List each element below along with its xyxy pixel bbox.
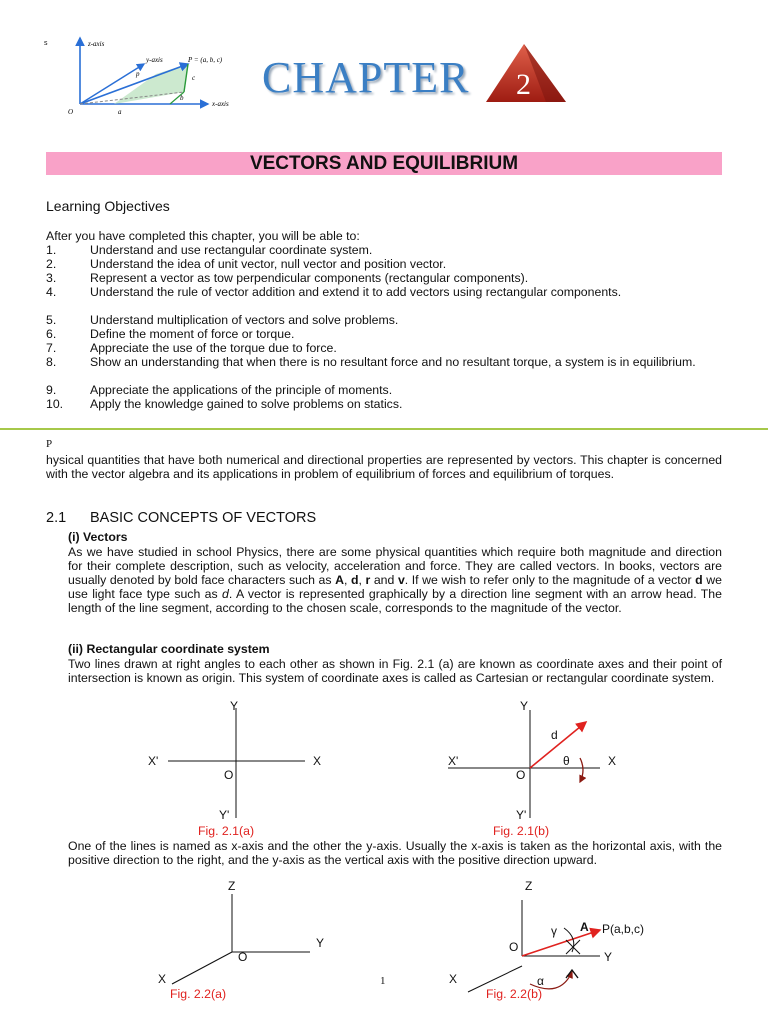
fig21a-xneg-label: X' — [148, 754, 159, 768]
diagram-label-c: c — [192, 74, 196, 82]
axes-paragraph: One of the lines is named as x-axis and the other the y-axis. Usually the x-axis is taken as the horizontal axis, with the positive direction to the right, and the y-axis as the vertical axis with the positive direction upward. — [68, 839, 722, 867]
fig21b-vector-d — [530, 722, 586, 768]
diagram-label-point: P = (a, b, c) — [188, 56, 223, 64]
objective-number: 2. — [46, 257, 57, 271]
dropcap: P — [46, 438, 53, 450]
objective-text: Appreciate the use of the torque due to force. — [90, 341, 337, 355]
coordinate-diagram — [60, 34, 280, 120]
fig21a-origin-label: O — [224, 768, 234, 782]
fig22b-point-label: P(a,b,c) — [602, 922, 645, 936]
diagram-label-b: b — [180, 94, 184, 102]
fig21b-d-label: d — [551, 728, 558, 742]
vectors-heading: (i) Vectors — [68, 530, 128, 544]
corner-mark: s — [44, 40, 48, 47]
objective-number: 8. — [46, 355, 57, 369]
objective-text: Show an understanding that when there is no resultant force and no resultant torque, a system is in equilibrium. — [90, 355, 696, 369]
section-number: 2.1 — [46, 510, 67, 526]
diagram-label-a: a — [118, 108, 122, 116]
fig-2-2a — [160, 880, 340, 990]
chapter-title: VECTORS AND EQUILIBRIUM — [249, 153, 519, 174]
diagram-label-x: x-axis — [212, 100, 229, 108]
objective-number: 3. — [46, 271, 57, 285]
rect-paragraph: Two lines drawn at right angles to each other as shown in Fig. 2.1 (a) are known as coordinate axes and their point of intersection is known as origin. This system of coordinate axes is called as Cartesian or rectangular coordinate system. — [68, 657, 722, 685]
objective-text: Understand and use rectangular coordinate system. — [90, 243, 373, 257]
objective-text: Represent a vector as tow perpendicular components (rectangular components). — [90, 271, 529, 285]
fig21a-caption: Fig. 2.1(a) — [198, 824, 255, 838]
page-number: 1 — [380, 975, 386, 987]
fig-2-1a — [150, 700, 340, 825]
section-divider — [0, 428, 768, 430]
chapter-word: CHAPTER — [262, 53, 470, 102]
objective-number: 6. — [46, 327, 57, 341]
fig22a-caption: Fig. 2.2(a) — [170, 987, 227, 1001]
fig21a-y-label: Y — [230, 699, 239, 713]
objective-number: 4. — [46, 285, 57, 299]
fig21b-angle-arc — [580, 758, 583, 782]
fig22b-a-label: A — [580, 920, 589, 934]
fig-2-2b — [440, 880, 680, 1005]
section-title: BASIC CONCEPTS OF VECTORS — [90, 510, 317, 526]
chapter-number: 2 — [516, 68, 531, 101]
chapter-triangle-logo — [484, 42, 574, 106]
diagram-label-z: z-axis — [88, 40, 105, 48]
vectors-paragraph: As we have studied in school Physics, there are some physical quantities which require both magnitude and direction for their complete description, such as velocity, acceleration and force. They are called vectors. In books, vectors are usually denoted by bold face characters such as A, d, r and v. If we wish to refer only to the magnitude of a vector d we use light face type such as d. A vector is represented graphically by a direction line segment with an arrow head. The length of the line segment, according to the chosen scale, corresponds to the magnitude of the vector. — [68, 545, 722, 615]
objective-text: Appreciate the applications of the principle of moments. — [90, 383, 393, 397]
fig22b-origin-label: O — [509, 940, 519, 954]
fig21b-theta-label: θ — [563, 754, 570, 768]
objective-text: Understand the rule of vector addition and extend it to add vectors using rectangular components. — [90, 285, 622, 299]
objectives-intro: After you have completed this chapter, you will be able to: — [46, 229, 360, 243]
objective-text: Understand multiplication of vectors and solve problems. — [90, 313, 399, 327]
fig22b-z-label: Z — [525, 879, 533, 893]
objective-number: 1. — [46, 243, 57, 257]
title-bar — [46, 152, 722, 175]
fig21b-origin-label: O — [516, 768, 526, 782]
objective-number: 5. — [46, 313, 57, 327]
fig22b-alpha-label: α — [537, 974, 544, 988]
objective-text: Apply the knowledge gained to solve problems on statics. — [90, 397, 403, 411]
intro-paragraph: hysical quantities that have both numerical and directional properties are represented by vectors. This chapter is concerned with the vector algebra and its applications in problem of equilibrium of forces and equilibrium of torques. — [46, 453, 722, 481]
objectives-heading: Learning Objectives — [46, 198, 170, 214]
fig21b-x-label: X — [608, 754, 617, 768]
diagram-label-p: p — [136, 70, 140, 78]
rect-heading: (ii) Rectangular coordinate system — [68, 642, 270, 656]
fig22b-gamma-label: γ — [551, 924, 557, 938]
fig22b-x-label: X — [449, 972, 458, 986]
fig21b-y-label: Y — [520, 699, 529, 713]
fig22a-x-label: X — [158, 972, 167, 986]
fig21b-yneg-label: Y' — [516, 808, 527, 822]
fig21b-xneg-label: X' — [448, 754, 459, 768]
objective-text: Understand the idea of unit vector, null vector and position vector. — [90, 257, 447, 271]
fig21a-yneg-label: Y' — [219, 808, 230, 822]
fig21b-caption: Fig. 2.1(b) — [493, 824, 550, 838]
fig21a-x-label: X — [313, 754, 322, 768]
fig22b-caption: Fig. 2.2(b) — [486, 987, 543, 1001]
objective-text: Define the moment of force or torque. — [90, 327, 295, 341]
diagram-label-o: O — [68, 108, 74, 116]
fig22a-z-label: Z — [228, 879, 236, 893]
objective-number: 10. — [46, 397, 64, 411]
fig22b-y-label: Y — [604, 950, 613, 964]
diagram-label-y: y-axis — [146, 56, 163, 64]
objective-number: 7. — [46, 341, 57, 355]
fig22a-origin-label: O — [238, 950, 248, 964]
fig22a-y-label: Y — [316, 936, 325, 950]
objective-number: 9. — [46, 383, 57, 397]
